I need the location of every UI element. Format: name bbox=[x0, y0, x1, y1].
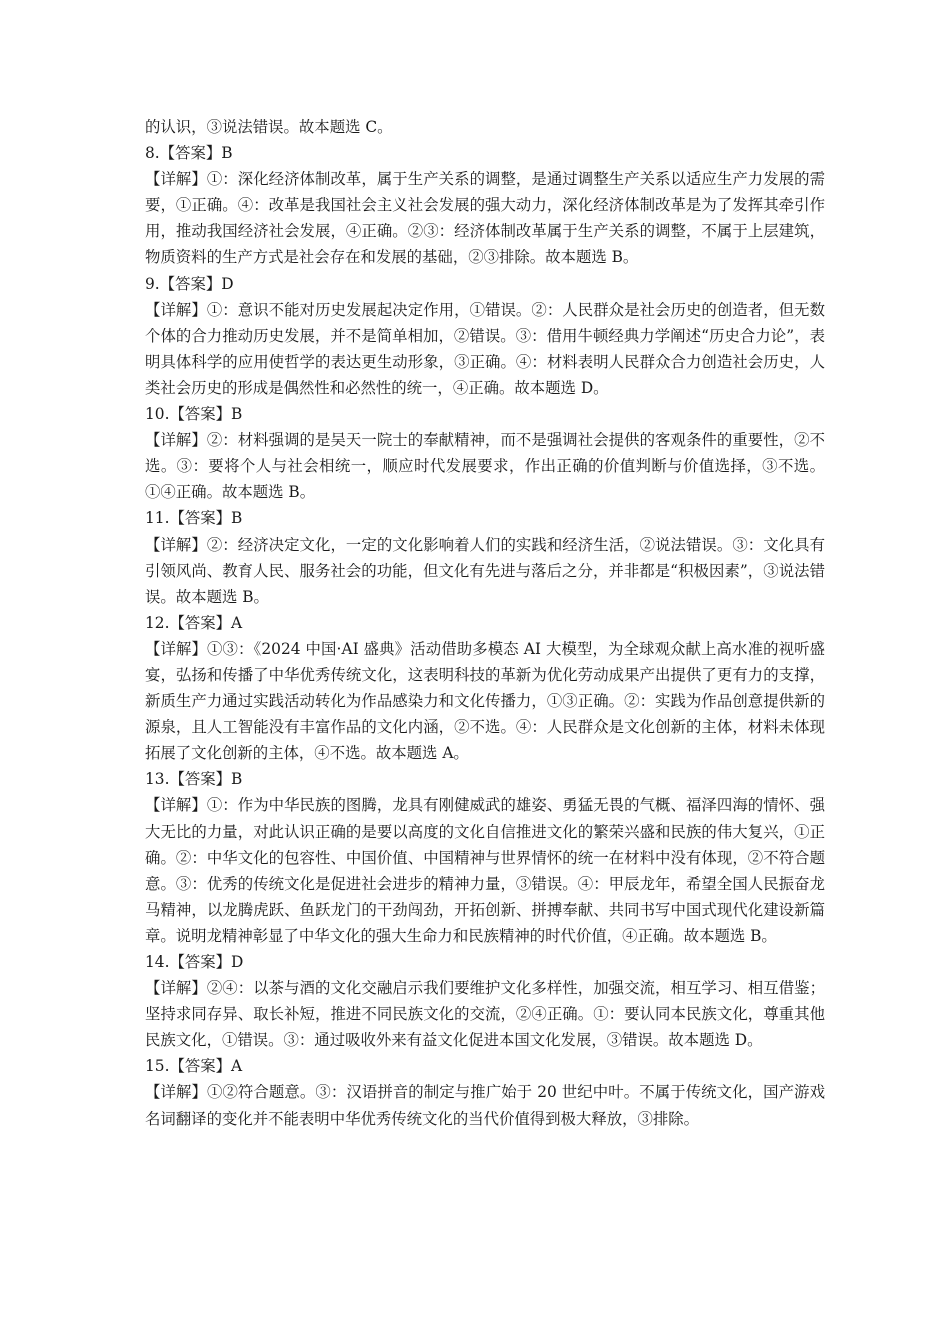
detail-12: 【详解】①③：《2024 中国·AI 盛典》活动借助多模态 AI 大模型，为全球观众献上高水准的视听盛宴，弘扬和传播了中华优秀传统文化，这表明科技的革新为优化劳动成果产出提供了更有力的支撑，新质生产力通过实践活动转化为作品感染力和文化传播力，①③正确。②：实践为作品创意提供新的源泉，且人工智能没有丰富作品的文化内涵，②不选。④：人民群众是文化创新的主体，材料未体现拓展了文化创新的主体，④不选。故本题选 A。 bbox=[145, 639, 825, 763]
detail-15: 【详解】①②符合题意。③：汉语拼音的制定与推广始于 20 世纪中叶。不属于传统文化，国产游戏名词翻译的变化并不能表明中华优秀传统文化的当代价值得到极大释放，③排除。 bbox=[145, 1083, 825, 1128]
detail-11: 【详解】②：经济决定文化，一定的文化影响着人们的实践和经济生活，②说法错误。③：文化具有引领风尚、教育人民、服务社会的功能，但文化有先进与落后之分，并非都是“积极因素”，③说法错误。故本题选 B。 bbox=[145, 535, 825, 606]
answer-8: 8.【答案】B bbox=[145, 144, 233, 163]
answer-document bbox=[145, 114, 825, 1132]
answer-10: 10.【答案】B bbox=[145, 405, 243, 424]
answer-13: 13.【答案】B bbox=[145, 770, 243, 789]
answer-9: 9.【答案】D bbox=[145, 274, 234, 293]
detail-14: 【详解】②④：以茶与酒的文化交融启示我们要维护文化多样性，加强交流，相互学习、相互借鉴；坚持求同存异、取长补短，推进不同民族文化的交流，②④正确。①：要认同本民族文化，尊重其他民族文化，①错误。③：通过吸收外来有益文化促进本国文化发展，③错误。故本题选 D。 bbox=[145, 979, 825, 1050]
answer-12: 12.【答案】A bbox=[145, 613, 243, 632]
answer-14: 14.【答案】D bbox=[145, 953, 244, 971]
answer-11: 11.【答案】B bbox=[145, 509, 243, 528]
detail-9: 【详解】①：意识不能对历史发展起决定作用，①错误。②：人民群众是社会历史的创造者，但无数个体的合力推动历史发展，并不是简单相加，②错误。③：借用牛顿经典力学阐述“历史合力论”，表明具体科学的应用使哲学的表达更生动形象，③正确。④：材料表明人民群众合力创造社会历史，人类社会历史的形成是偶然性和必然性的统一，④正确。故本题选 D。 bbox=[145, 300, 825, 397]
detail-8: 【详解】①：深化经济体制改革，属于生产关系的调整，是通过调整生产关系以适应生产力发展的需要，①正确。④：改革是我国社会主义社会发展的强大动力，深化经济体制改革是为了发挥其牵引作用，推动我国经济社会发展，④正确。②③：经济体制改革属于生产关系的调整，不属于上层建筑，物质资料的生产方式是社会存在和发展的基础，②③排除。故本题选 B。 bbox=[145, 170, 825, 267]
lead-text: 的认识，③说法错误。故本题选 C。 bbox=[145, 118, 393, 136]
detail-13: 【详解】①：作为中华民族的图腾，龙具有刚健威武的雄姿、勇猛无畏的气概、福泽四海的情怀、强大无比的力量，对此认识正确的是要以高度的文化自信推进文化的繁荣兴盛和民族的伟大复兴，①正确。②：中华文化的包容性、中国价值、中国精神与世界情怀的统一在材料中没有体现，②不符合题意。③：优秀的传统文化是促进社会进步的精神力量，③错误。④：甲辰龙年，希望全国人民振奋龙马精神，以龙腾虎跃、鱼跃龙门的干劲闯劲，开拓创新、拼搏奉献、共同书写中国式现代化建设新篇章。说明龙精神彰显了中华文化的强大生命力和民族精神的时代价值，④正确。故本题选 B。 bbox=[145, 796, 825, 945]
detail-10: 【详解】②：材料强调的是吴天一院士的奉献精神，而不是强调社会提供的客观条件的重要性，②不选。③：要将个人与社会相统一，顺应时代发展要求，作出正确的价值判断与价值选择，③不选。①④正确。故本题选 B。 bbox=[145, 431, 825, 502]
answer-15: 15.【答案】A bbox=[145, 1057, 243, 1076]
